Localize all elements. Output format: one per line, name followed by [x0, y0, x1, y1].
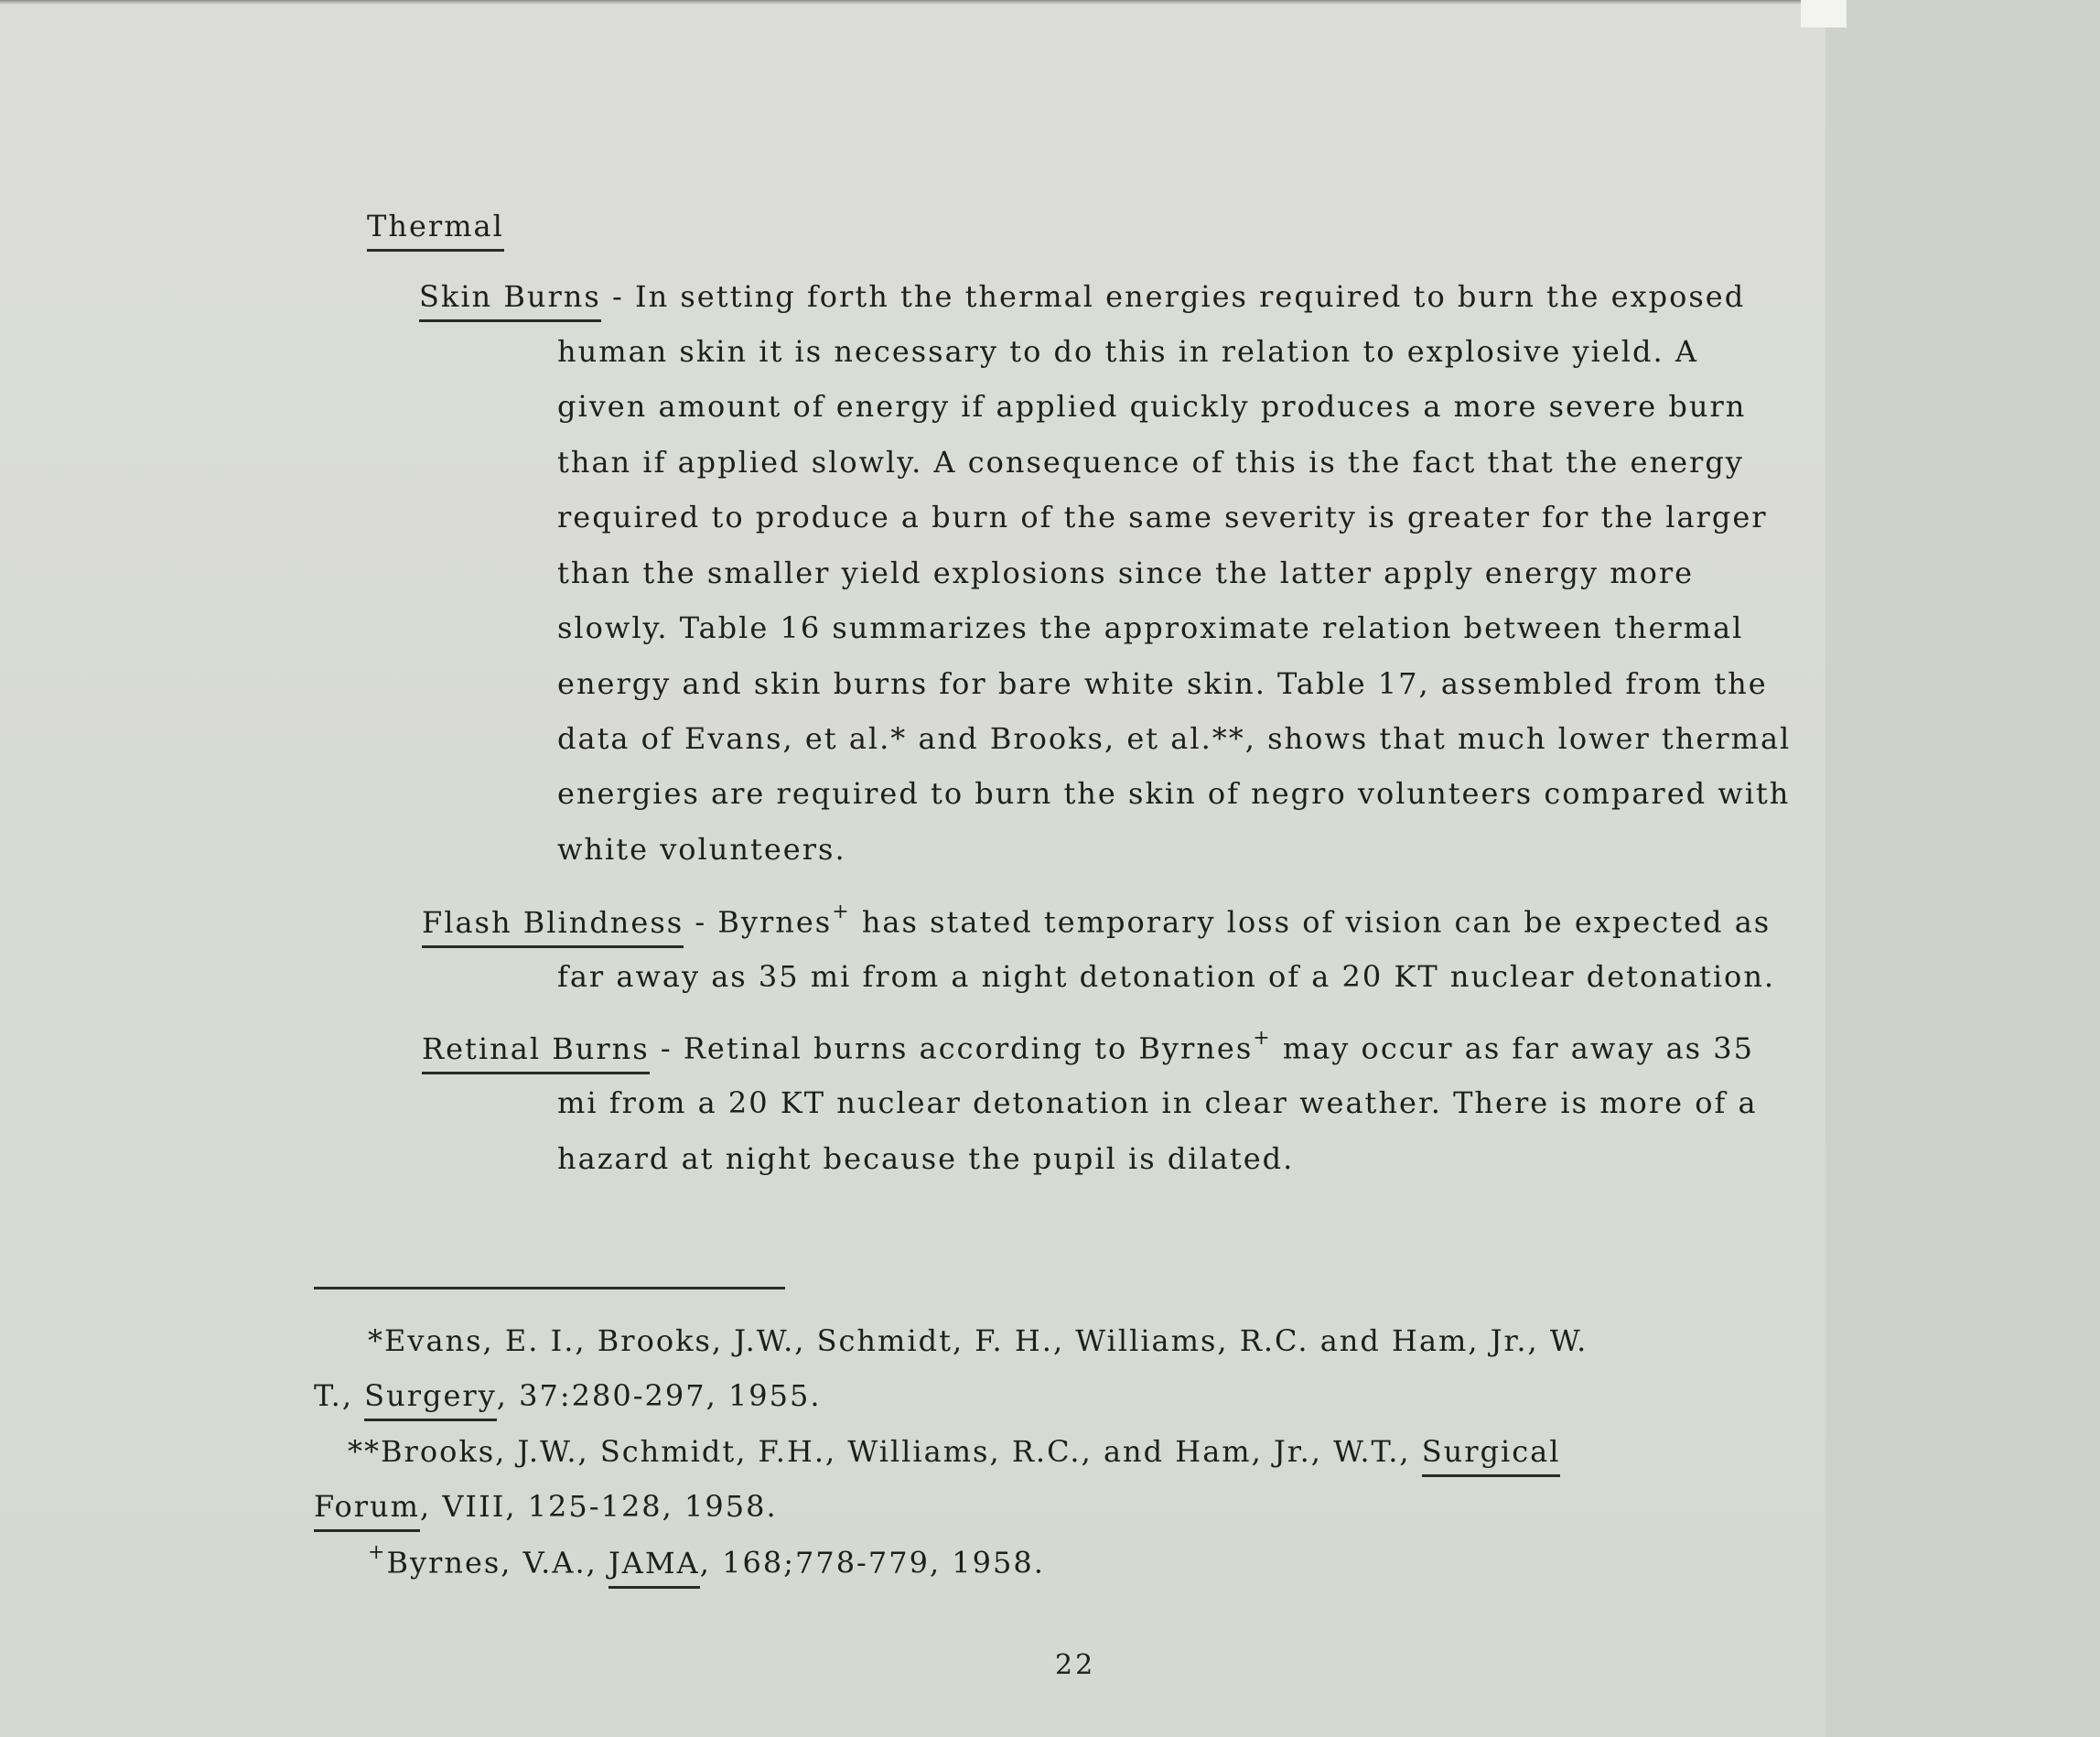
page-number: 22	[1055, 1649, 1096, 1681]
skin-burns-line-0: - In setting forth the thermal energies required to burn the exposed	[611, 279, 1746, 314]
skin-burns-line-1: human skin it is necessary to do this in relation to explosive yield. A	[557, 334, 1698, 369]
retinal-burns-lead-rest: may occur as far away as 35	[1271, 1030, 1754, 1066]
skin-burns-line-10: white volunteers.	[557, 832, 846, 867]
footnote-2-journal-a: Surgical	[1422, 1434, 1561, 1477]
page-edge-strip	[1825, 0, 2100, 1737]
skin-burns-first-line	[419, 279, 1745, 322]
skin-burns-line-7: energy and skin burns for bare white skin. Table 17, assembled from the	[557, 666, 1768, 701]
skin-burns-line-6: slowly. Table 16 summarizes the approximate relation between thermal	[557, 610, 1744, 645]
skin-burns-line-9: energies are required to burn the skin of negro volunteers compared with	[557, 776, 1791, 811]
footnote-1-line-1: *Evans, E. I., Brooks, J.W., Schmidt, F. H., Williams, R.C. and Ham, Jr., W.	[368, 1323, 1588, 1358]
retinal-burns-first-line	[422, 1027, 1754, 1074]
retinal-burns-line-1: hazard at night because the pupil is dilated.	[557, 1141, 1295, 1176]
top-shadow	[0, 0, 1801, 5]
footnote-3-journal: JAMA	[608, 1546, 700, 1589]
skin-burns-line-5: than the smaller yield explosions since the latter apply energy more	[557, 556, 1695, 590]
heading-thermal: Thermal	[367, 209, 504, 252]
retinal-burns-term: Retinal Burns	[422, 1031, 650, 1074]
footnote-rule	[314, 1287, 785, 1289]
footnote-2-line-2: Forum, VIII, 125-128, 1958.	[314, 1489, 778, 1532]
retinal-burns-sup: +	[1253, 1027, 1272, 1050]
skin-burns-line-3: than if applied slowly. A consequence of this is the fact that the energy	[557, 445, 1744, 480]
skin-burns-line-2: given amount of energy if applied quickly produces a more severe burn	[557, 389, 1747, 424]
flash-blindness-line-0: far away as 35 mi from a night detonation of a 20 KT nuclear detonation.	[557, 959, 1776, 994]
retinal-burns-line-0: mi from a 20 KT nuclear detonation in clear weather. There is more of a	[557, 1085, 1758, 1120]
footnote-1-line-2: T., Surgery, 37:280-297, 1955.	[314, 1378, 822, 1421]
skin-burns-term: Skin Burns	[419, 279, 601, 322]
flash-blindness-lead-rest: has stated temporary loss of vision can be expected as	[850, 904, 1772, 940]
page-tab	[1801, 0, 1847, 27]
footnote-3: +Byrnes, V.A., JAMA, 168;778-779, 1958.	[368, 1545, 1045, 1589]
flash-blindness-first-line	[422, 901, 1772, 948]
flash-blindness-sup: +	[832, 901, 851, 923]
footnote-2-journal-b: Forum	[314, 1489, 420, 1532]
flash-blindness-term: Flash Blindness	[422, 905, 684, 948]
retinal-burns-lead: - Retinal burns according to Byrnes	[660, 1030, 1254, 1066]
footnote-2-line-1: **Brooks, J.W., Schmidt, F.H., Williams, R.C., and Ham, Jr., W.T., Surgical	[348, 1434, 1560, 1477]
flash-blindness-lead: - Byrnes	[695, 904, 833, 940]
skin-burns-line-4: required to produce a burn of the same severity is greater for the larger	[557, 500, 1768, 534]
skin-burns-line-8: data of Evans, et al.* and Brooks, et al.**, shows that much lower thermal	[557, 721, 1792, 756]
footnote-1-journal: Surgery	[364, 1378, 497, 1421]
